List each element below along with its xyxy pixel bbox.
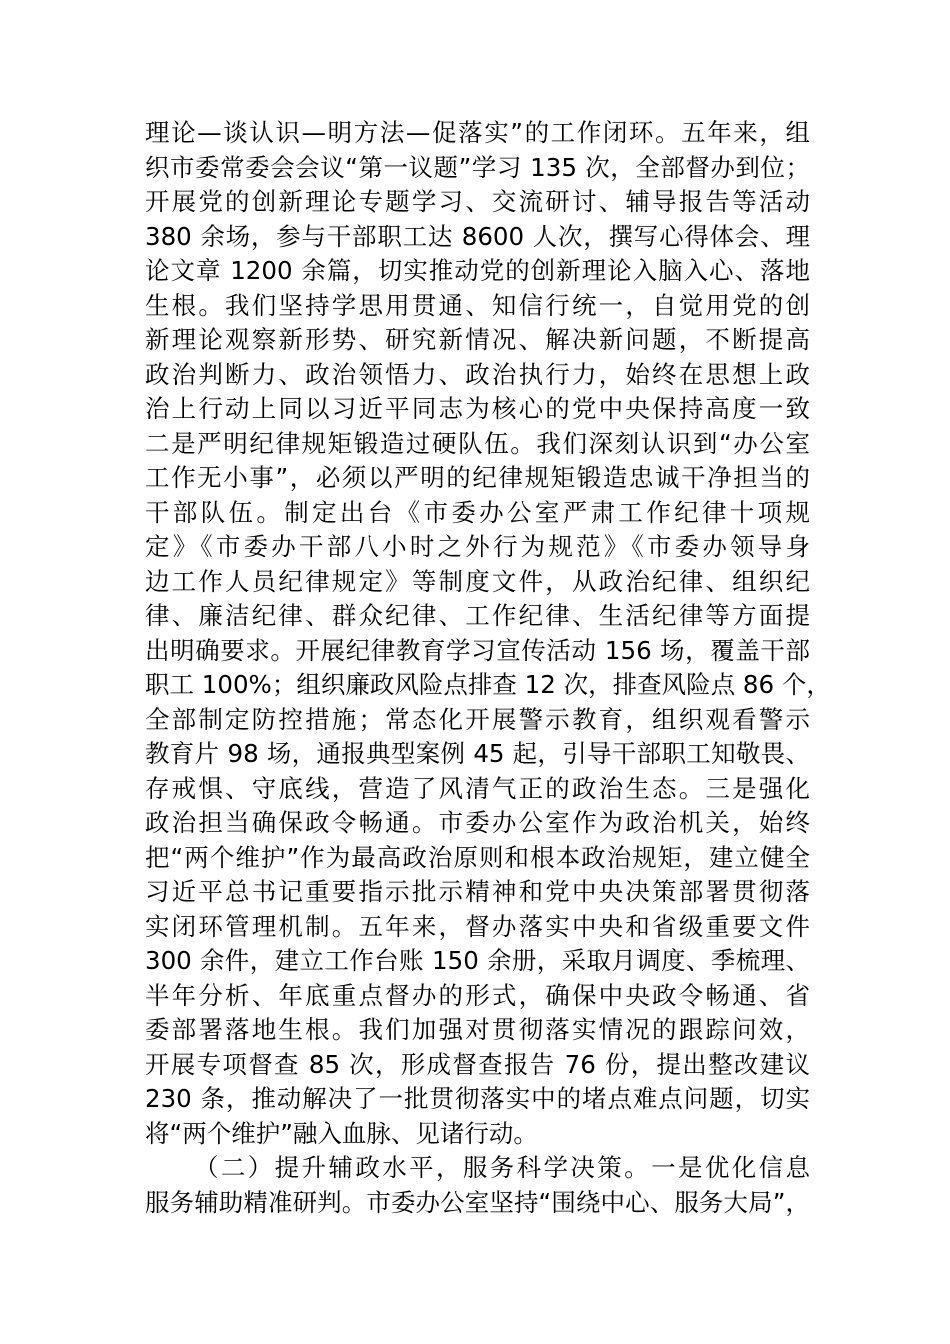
text-line: 教育片 98 场，通报典型案例 45 起，引导干部职工知敬畏、 [145,739,810,768]
text-line: 论文章 1200 余篇，切实推动党的创新理论入脑入心、落地 [145,256,810,285]
text-line: 习近平总书记重要指示批示精神和党中央决策部署贯彻落 [145,877,810,906]
text-line: 二是严明纪律规矩锻造过硬队伍。我们深刻认识到“办公室 [145,428,810,458]
text-line: 委部署落地生根。我们加强对贯彻落实情况的跟踪问效， [145,1015,810,1044]
text-line: 理论—谈认识—明方法—促落实”的工作闭环。五年来，组 [145,118,810,147]
text-line: 300 余件，建立工作台账 150 余册，采取月调度、季梳理、 [145,946,810,975]
text-line: 织市委常委会会议“第一议题”学习 135 次，全部督办到位； [145,152,810,182]
text-line: 开展党的创新理论专题学习、交流研讨、辅导报告等活动 [145,187,810,216]
text-line: 230 条，推动解决了一批贯彻落实中的堵点难点问题，切实 [145,1084,810,1113]
text-line: 政治判断力、政治领悟力、政治执行力，始终在思想上政 [145,359,810,389]
text-line: 存戒惧、守底线，营造了风清气正的政治生态。三是强化 [145,773,810,803]
paragraph-end-line: 将“两个维护”融入血脉、见诸行动。 [145,1118,538,1148]
text-line: 全部制定防控措施；常态化开展警示教育，组织观看警示 [145,704,810,734]
text-line: 干部队伍。制定出台《市委办公室严肃工作纪律十项规 [145,497,810,527]
text-line: 生根。我们坚持学思用贯通、知信行统一，自觉用党的创 [145,290,810,320]
text-line: 职工 100%；组织廉政风险点排查 12 次，排查风险点 86 个， [145,670,831,699]
text-line: 律、廉洁纪律、群众纪律、工作纪律、生活纪律等方面提 [145,601,810,630]
text-line: 半年分析、年底重点督办的形式，确保中央政令畅通、省 [145,980,810,1010]
section-heading-line: （二）提升辅政水平，服务科学决策。一是优化信息 [194,1153,810,1182]
text-line: 工作无小事”，必须以严明的纪律规矩锻造忠诚干净担当的 [145,463,810,492]
text-line: 开展专项督查 85 次，形成督查报告 76 份，提出整改建议 [145,1049,810,1079]
text-line: 服务辅助精准研判。市委办公室坚持“围绕中心、服务大局”， [145,1187,810,1217]
text-line: 边工作人员纪律规定》等制度文件，从政治纪律、组织纪 [145,566,810,596]
document-page [145,116,831,1220]
text-line: 治上行动上同以习近平同志为核心的党中央保持高度一致 [145,394,810,423]
text-line: 把“两个维护”作为最高政治原则和根本政治规矩，建立健全 [145,842,810,872]
text-line: 政治担当确保政令畅通。市委办公室作为政治机关，始终 [145,808,810,837]
text-line: 出明确要求。开展纪律教育学习宣传活动 156 场，覆盖干部 [145,635,810,665]
text-line: 定》《市委办干部八小时之外行为规范》《市委办领导身 [145,532,810,561]
text-line: 380 余场，参与干部职工达 8600 人次，撰写心得体会、理 [145,221,810,251]
text-line: 实闭环管理机制。五年来，督办落实中央和省级重要文件 [145,911,810,941]
text-line: 新理论观察新形势、研究新情况、解决新问题，不断提高 [145,325,810,354]
